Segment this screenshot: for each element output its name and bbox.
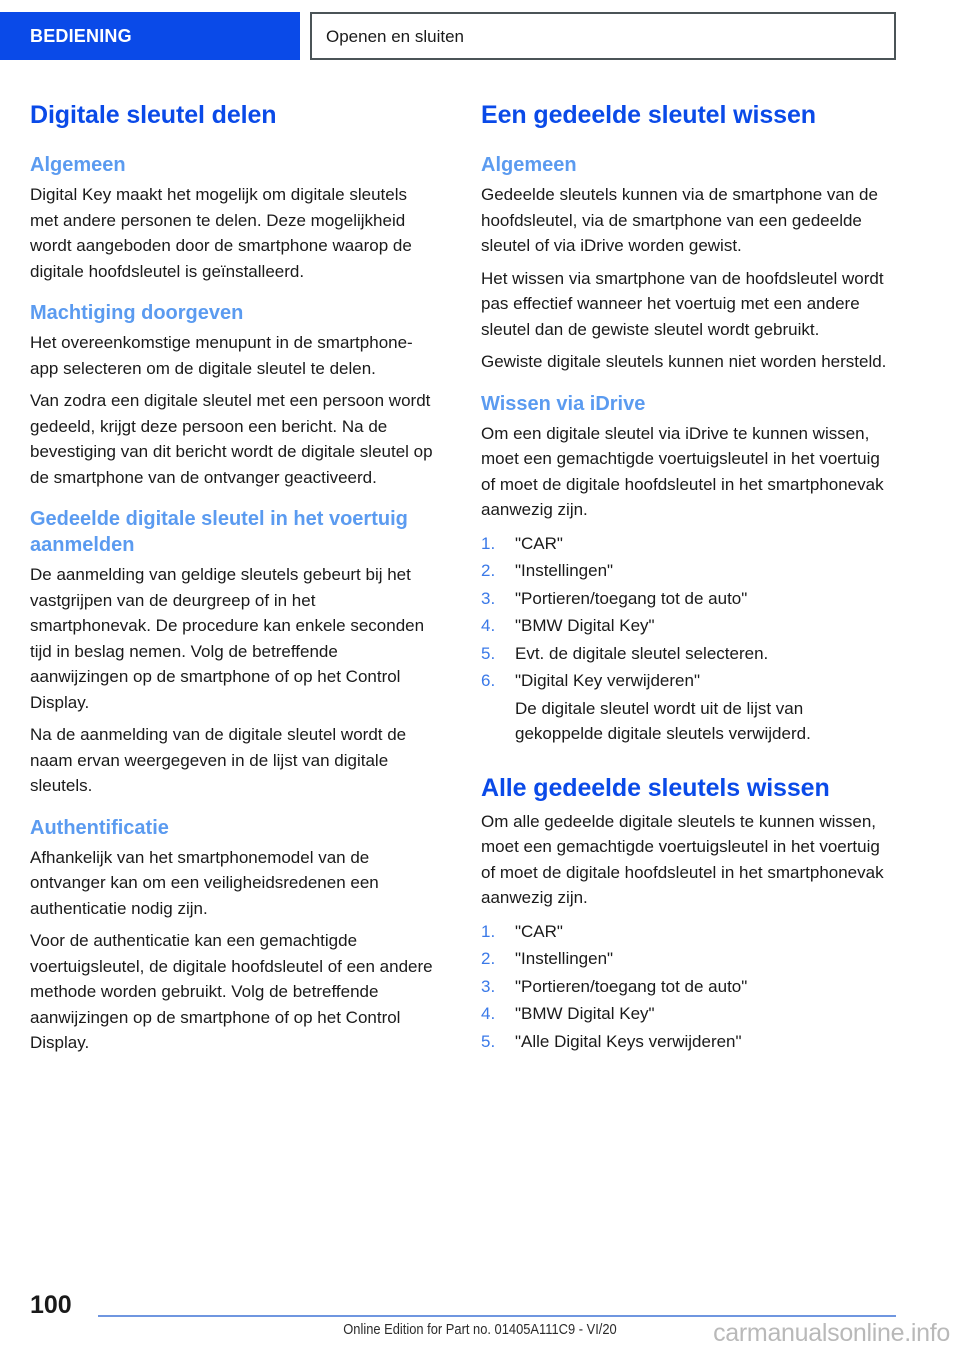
- page-header: [0, 12, 896, 60]
- list-item-number: 4.: [481, 616, 496, 635]
- paragraph: Gewiste digitale sleutels kunnen niet worden hersteld.: [481, 352, 887, 371]
- list-item: [481, 531, 891, 557]
- section-heading-algemeen: Algemeen: [30, 154, 126, 176]
- footer-edition-text: Online Edition for Part no. 01405A111C9 - VI/20: [343, 1321, 617, 1338]
- list-item-number: 3.: [481, 976, 496, 996]
- header-chapter-box: [310, 12, 896, 60]
- list-item-label: "Alle Digital Keys verwijderen": [515, 1031, 742, 1051]
- paragraph: Het wissen via smartphone van de hoofdsleutel wordt pas effectief wanneer het voertuig met een andere sleutel dan de gewiste sleutel wordt gebruikt.: [481, 268, 884, 339]
- list-item: [481, 613, 891, 639]
- list-item-label: "Instellingen": [515, 561, 614, 580]
- right-column-title-2: Alle gedeelde sleutels wissen: [481, 773, 830, 802]
- paragraph: Om een digitale sleutel via iDrive te kunnen wissen, moet een gemachtigde voertuigsleutel in het voertuig of moet de digitale hoofdsleutel in het smartphonevak aanwezig zijn.: [481, 423, 884, 519]
- list-item: [481, 668, 891, 694]
- paragraph: Om alle gedeelde digitale sleutels te kunnen wissen, moet een gemachtigde voertuigsleutel in het voertuig of moet de digitale hoofdsleutel in het smartphonevak aanwezig zijn.: [481, 811, 884, 907]
- header-chapter-label: Openen en sluiten: [326, 27, 464, 46]
- list-item-number: 1.: [481, 533, 496, 553]
- paragraph: Gedeelde sleutels kunnen via de smartphone van de hoofdsleutel, via de smartphone van een gedeelde sleutel of via iDrive worden gewist.: [481, 185, 878, 255]
- paragraph: Afhankelijk van het smartphonemodel van de ontvanger kan om een veiligheidsredenen een authenticatie nodig zijn.: [30, 847, 379, 918]
- list-item-label: "CAR": [515, 533, 563, 553]
- paragraph: Na de aanmelding van de digitale sleutel wordt de naam ervan weergegeven in de lijst van digitale sleutels.: [30, 725, 407, 795]
- left-column-title: Digitale sleutel delen: [30, 101, 277, 129]
- header-category-tag: [0, 12, 300, 60]
- watermark-text: carmanualsonline.info: [713, 1319, 950, 1347]
- list-item-label: "Portieren/toegang tot de auto": [515, 976, 748, 996]
- paragraph: Voor de authenticatie kan een gemachtigde voertuigsleutel, de digitale hoofdsleutel of een andere methode worden gebruikt. Volg de betreffende aanwijzingen op de smartphone of op het Control Display.: [30, 931, 433, 1052]
- left-column: [30, 100, 440, 1063]
- right-column: [481, 100, 891, 1056]
- header-category-label: BEDIENING: [30, 26, 132, 46]
- section-heading-authentificatie: Authentificatie: [30, 816, 169, 839]
- list-item-label: "BMW Digital Key": [515, 616, 655, 635]
- list-item-number: 3.: [481, 588, 496, 608]
- section-heading-gedeelde-sleutel-aanmelden: Gedeelde digitale sleutel in het voertuig aanmelden: [30, 508, 408, 556]
- idrive-steps-list: [481, 531, 891, 694]
- list-item-label: "Portieren/toegang tot de auto": [515, 588, 748, 608]
- paragraph: Digital Key maakt het mogelijk om digitale sleutels met andere personen te delen. Deze mogelijkheid wordt aangeboden door de smartphone waarop de digitale hoofdsleutel is geïnstalleerd.: [30, 185, 412, 281]
- list-item: [481, 1001, 891, 1027]
- list-item: [481, 974, 891, 1000]
- footer-divider: [98, 1315, 896, 1317]
- step-note: De digitale sleutel wordt uit de lijst van gekoppelde digitale sleutels verwijderd.: [515, 698, 811, 743]
- list-item-label: "Digital Key verwijderen": [515, 671, 700, 690]
- page-footer: [0, 1282, 960, 1362]
- section-heading-wissen-via-idrive: Wissen via iDrive: [481, 392, 646, 415]
- list-item-number: 5.: [481, 1031, 496, 1051]
- page-number: 100: [30, 1291, 72, 1319]
- list-item: [481, 641, 891, 667]
- list-item: [481, 919, 891, 945]
- list-item: [481, 1029, 891, 1055]
- list-item-number: 2.: [481, 949, 496, 968]
- list-item-label: Evt. de digitale sleutel selecteren.: [515, 643, 769, 663]
- paragraph: Van zodra een digitale sleutel met een persoon wordt gedeeld, krijgt deze persoon een bericht. Na de bevestiging van dit bericht wordt de digitale sleutel op de smartphone van de ontvanger geactiveerd.: [30, 391, 433, 487]
- paragraph: De aanmelding van geldige sleutels gebeurt bij het vastgrijpen van de deurgreep of in het smartphonevak. De procedure kan enkele seconden tijd in beslag nemen. Volg de betreffende aanwijzingen op de smartphone of op het Control Display.: [30, 565, 425, 712]
- list-item-label: "CAR": [515, 921, 563, 941]
- section-heading-algemeen: Algemeen: [481, 154, 577, 176]
- list-item-number: 6.: [481, 671, 496, 690]
- list-item: [481, 558, 891, 584]
- list-item-number: 1.: [481, 921, 496, 941]
- right-column-title: Een gedeelde sleutel wissen: [481, 101, 816, 129]
- list-item-number: 5.: [481, 643, 496, 663]
- list-item-label: "Instellingen": [515, 949, 614, 968]
- list-item-number: 4.: [481, 1004, 496, 1023]
- list-item: [481, 946, 891, 972]
- list-item-label: "BMW Digital Key": [515, 1004, 655, 1023]
- all-keys-steps-list: [481, 919, 891, 1055]
- list-item: [481, 586, 891, 612]
- paragraph: Het overeenkomstige menupunt in de smartphone-app selecteren om de digitale sleutel te delen.: [30, 333, 413, 378]
- list-item-number: 2.: [481, 561, 496, 580]
- section-heading-machtiging-doorgeven: Machtiging doorgeven: [30, 302, 244, 324]
